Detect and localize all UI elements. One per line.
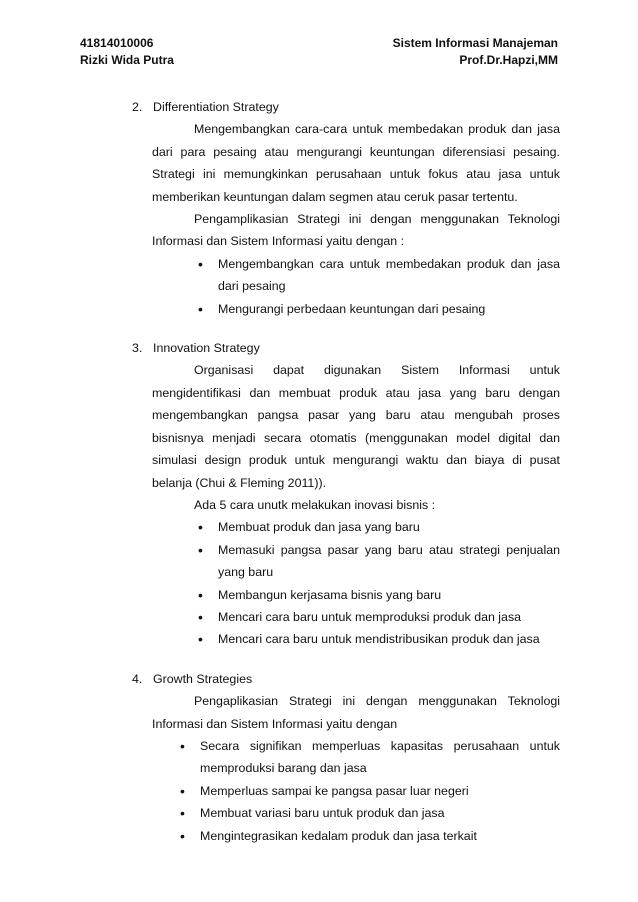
- section-number: 4.: [132, 671, 143, 686]
- list-item: • Mengembangkan cara untuk membedakan produk dan jasa dari pesaing: [194, 253, 560, 298]
- paragraph: Pengamplikasian Strategi ini dengan menggunakan Teknologi Informasi dan Sistem Informasi yaitu dengan :: [152, 212, 560, 249]
- list-item: • Memasuki pangsa pasar yang baru atau strategi penjualan yang baru: [194, 539, 560, 584]
- document-body: [0, 96, 638, 864]
- section-heading: [132, 337, 638, 359]
- list-item: • Membuat variasi baru untuk produk dan jasa: [176, 802, 560, 824]
- section-innovation: [0, 337, 638, 651]
- bullet-list: [194, 253, 560, 320]
- section-differentiation: [0, 96, 638, 320]
- section-title: Growth Strategies: [153, 671, 253, 686]
- student-name: Rizki Wida Putra: [80, 53, 174, 67]
- list-item: • Membuat produk dan jasa yang baru: [194, 516, 560, 538]
- bullet-list: [194, 516, 560, 650]
- list-item: • Mencari cara baru untuk memproduksi produk dan jasa: [194, 606, 560, 628]
- student-id: 41814010006: [80, 36, 154, 50]
- paragraph: Pengaplikasian Strategi ini dengan menggunakan Teknologi Informasi dan Sistem Informasi yaitu dengan: [152, 694, 560, 731]
- list-item: • Mencari cara baru untuk mendistribusikan produk dan jasa: [194, 628, 560, 650]
- bullet-list: [176, 735, 560, 847]
- header-line-2: [80, 53, 558, 67]
- section-growth: [0, 668, 638, 847]
- list-item: • Memperluas sampai ke pangsa pasar luar negeri: [176, 780, 560, 802]
- section-number: 2.: [132, 100, 143, 114]
- section-number: 3.: [132, 341, 143, 356]
- paragraph: Organisasi dapat digunakan Sistem Informasi untuk mengidentifikasi dan membuat produk atau jasa yang baru dengan mengembangkan pangsa pasar yang baru atau mengubah proses bisnisnya menjadi secara otomatis (menggunakan model digital dan simulasi design produk untuk mengurangi waktu dan biaya di pusat belanja (Chui & Fleming 2011)).: [152, 363, 560, 490]
- header-line-1: [80, 36, 558, 50]
- paragraph: Ada 5 cara unutk melakukan inovasi bisnis :: [194, 497, 436, 512]
- list-item: • Secara signifikan memperluas kapasitas perusahaan untuk memproduksi barang dan jasa: [176, 735, 560, 780]
- list-item: • Membangun kerjasama bisnis yang baru: [194, 584, 560, 606]
- course-name: Sistem Informasi Manajeman: [392, 36, 558, 50]
- list-item: • Mengintegrasikan kedalam produk dan jasa terkait: [176, 825, 560, 847]
- list-item: • Mengurangi perbedaan keuntungan dari pesaing: [194, 298, 560, 320]
- section-title: Differentiation Strategy: [153, 100, 279, 114]
- section-heading: [132, 668, 638, 690]
- section-heading: [132, 96, 638, 118]
- section-title: Innovation Strategy: [153, 341, 260, 356]
- paragraph: Mengembangkan cara-cara untuk membedakan produk dan jasa dari para pesaing atau mengurangi keuntungan diferensiasi pesaing. Strategi ini memungkinkan perusahaan untuk fokus atau jasa untuk memberikan keuntungan dalam segmen atau ceruk pasar tertentu.: [152, 122, 560, 204]
- lecturer-name: Prof.Dr.Hapzi,MM: [459, 53, 558, 67]
